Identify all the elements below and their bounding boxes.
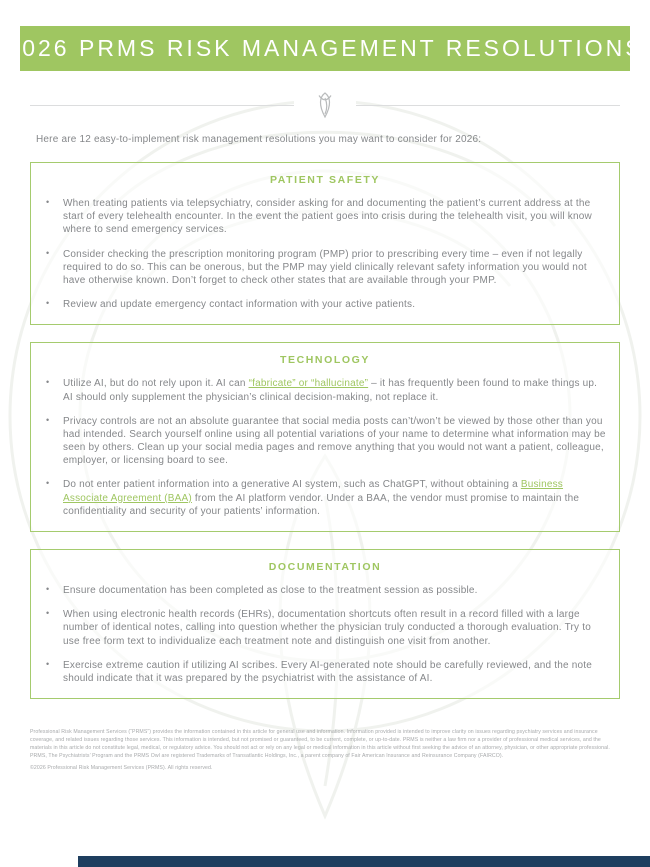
- owl-logo-icon: [294, 90, 356, 120]
- page-title: 2026 PRMS RISK MANAGEMENT RESOLUTIONS: [6, 35, 644, 61]
- technology-list: [43, 377, 607, 518]
- bullet-item: [43, 584, 607, 597]
- bullet-text: Review and update emergency contact information with your active patients.: [63, 299, 416, 311]
- patient-safety-list: [43, 197, 607, 311]
- bullet-text: Utilize AI, but do not rely upon it. AI can: [63, 378, 249, 390]
- fabricate-hallucinate-link[interactable]: “fabricate” or “hallucinate”: [248, 378, 369, 390]
- bullet-item: [43, 478, 607, 518]
- bullet-text: Exercise extreme caution if utilizing AI scribes. Every AI-generated note should be carefully reviewed, and the note should indicate that it was prepared by the psychiatrist with the assistance of AI.: [63, 659, 593, 684]
- bullet-item: [43, 415, 607, 468]
- bottom-bar: [78, 856, 650, 867]
- business-associate-agreement-link[interactable]: Business Associate Agreement (BAA): [63, 479, 564, 504]
- documentation-list: [43, 584, 607, 685]
- section-title-documentation: DOCUMENTATION: [268, 561, 382, 573]
- header-divider: [30, 105, 620, 106]
- bullet-item: [43, 197, 607, 237]
- bullet-text: – it has frequently been found to make things up. AI should only supplement the physician’s clinical decision-making, not replace it.: [63, 378, 598, 403]
- bullet-item: [43, 377, 607, 403]
- bullet-text: Do not enter patient information into a generative AI system, such as ChatGPT, without obtaining a: [63, 479, 521, 491]
- copyright-text: ©2026 Professional Risk Management Services (PRMS). All rights reserved.: [30, 765, 213, 772]
- section-technology: [30, 342, 620, 532]
- document-page: [0, 26, 650, 773]
- bullet-text: Privacy controls are not an absolute guarantee that social media posts can’t/won’t be viewed by those other than you had intended. Search yourself online using all potential variations of your name to determine what information may be seen by others. Clean up your social media pages and remove anything that you would not want a patient, colleague, employer, or licensing board to see.: [63, 415, 606, 467]
- bullet-item: [43, 659, 607, 685]
- bullet-text: When treating patients via telepsychiatry, consider asking for and documenting the patient’s current address at the start of every telehealth encounter. In the event the patient goes into crisis during the telehealth visit, you will know where to send emergency services.: [63, 198, 592, 236]
- bullet-text: from the AI platform vendor. Under a BAA, the vendor must promise to maintain the confidentiality and security of your patients’ information.: [63, 492, 580, 517]
- bullet-text: Consider checking the prescription monitoring program (PMP) prior to prescribing every time – even if not legally required to do so. This can be onerous, but the PMP may yield clinically relevant safety information you would not have otherwise known. Don’t forget to check other states that are available through your PMP.: [63, 248, 587, 286]
- bullet-item: [43, 248, 607, 288]
- bullet-item: [43, 298, 607, 311]
- section-title-technology: TECHNOLOGY: [279, 354, 371, 367]
- section-title-patient-safety: PATIENT SAFETY: [269, 174, 381, 186]
- intro-text: Here are 12 easy-to-implement risk management resolutions you may want to consider for 2026:: [36, 134, 482, 145]
- page-footer: [30, 729, 620, 773]
- disclaimer-text: Professional Risk Management Services (“PRMS”) provides the information contained in this article for general use and information. Information provided is intended to improve clarity on issues regarding psychiatry services and insurance coverage, and related issues regarding those services. This information is intended, but not promised or guaranteed, to be current, complete, or up-to-date. PRMS is neither a law firm nor a provider of professional medical services, and the materials in this article do not constitute legal, medical, or regulatory advice. You should not act or rely on any legal or medical information in this article without first seeking the advice of an attorney, physician, or other appropriate professional. PRMS, The Psychiatrists’ Program and the PRMS Owl are registered Trademarks of Transatlantic Holdings, Inc., a parent company of Fair American Insurance and Reinsurance Company (FAIRCO).: [30, 729, 610, 759]
- section-patient-safety: [30, 162, 620, 325]
- bullet-text: Ensure documentation has been completed as close to the treatment session as possible.: [63, 585, 478, 596]
- title-banner: [6, 26, 644, 71]
- section-documentation: [30, 549, 620, 699]
- bullet-text: When using electronic health records (EHRs), documentation shortcuts often result in a record filled with a large number of identical notes, calling into question whether the physician truly conducted a thorough evaluation. Try to use free form text to individualize each treatment note and distinguish one visit from another.: [63, 609, 591, 647]
- bullet-item: [43, 608, 607, 648]
